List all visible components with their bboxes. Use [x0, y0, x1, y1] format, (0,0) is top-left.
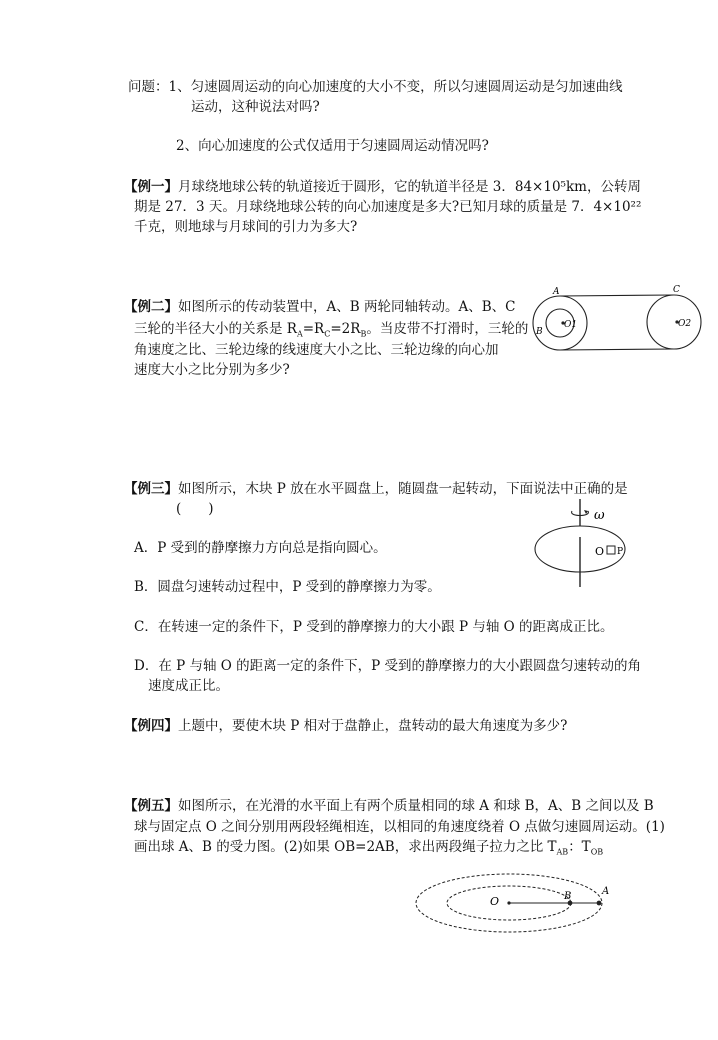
question-1-line-1: 问题：1、匀速圆周运动的向心加速度的大小不变，所以匀速圆周运动是匀加速曲线: [128, 79, 623, 95]
option-d-line-2: 速度成正比。: [148, 678, 229, 694]
orbit-label-o: O: [490, 895, 500, 908]
example-3-blank: ( ): [176, 501, 214, 517]
label-a: A: [553, 287, 560, 297]
wheel-a: [533, 296, 587, 350]
label-p: P: [617, 547, 624, 557]
question-2: 2、向心加速度的公式仅适用于匀速圆周运动情况吗?: [176, 138, 489, 154]
example-5-line-3: 画出球 A、B 的受力图。(2)如果 OB=2AB，求出两段绳子拉力之比 $T_{AB}$：$T_{OB}$: [134, 839, 604, 857]
orbit-label-b: B: [564, 891, 572, 902]
question-1-line-2: 运动，这种说法对吗?: [191, 99, 320, 115]
example-2-line-2: 三轮的半径大小的关系是 $R_A=R_C=2R_B$。当皮带不打滑时，三轮的: [134, 321, 529, 339]
label-o: O: [595, 545, 605, 558]
option-c: C．在转速一定的条件下，P 受到的静摩擦力的大小跟 P 与轴 O 的距离成正比。: [134, 619, 614, 635]
example-4-tag: 【例四】: [124, 718, 178, 734]
example-5-line-1: 【例五】如图所示，在光滑的水平面上有两个质量相同的球 A 和球 B，A、B 之间以及 B: [124, 798, 654, 814]
option-a: A．P 受到的静摩擦力方向总是指向圆心。: [134, 540, 387, 556]
label-o2: O2: [678, 319, 692, 329]
wheel-c: [647, 295, 701, 349]
example-3-line-1: 【例三】如图所示，木块 P 放在水平圆盘上，随圆盘一起转动，下面说法中正确的是: [124, 481, 628, 497]
example-1-line-3: 千克，则地球与月球间的引力为多大?: [134, 219, 358, 235]
belt-drive-figure: [526, 283, 704, 359]
example-2-line-1: 【例二】如图所示的传动装置中，A、B 两轮同轴转动。A、B、C: [124, 299, 516, 315]
label-o1: O1: [564, 320, 578, 330]
example-1-line-2: 期是 27．3 天。月球绕地球公转的向心加速度是多大?已知月球的质量是 7．4×10²²: [134, 199, 642, 215]
belt-top: [560, 295, 674, 296]
point-o: [507, 901, 510, 904]
option-b: B．圆盘匀速转动过程中，P 受到的静摩擦力为零。: [134, 579, 441, 595]
ball-a: [597, 901, 602, 906]
example-2-line-4: 速度大小之比分别为多少?: [134, 362, 290, 378]
option-d-line-1: D．在 P 与轴 O 的距离一定的条件下，P 受到的静摩擦力的大小跟圆盘匀速转动的角: [134, 658, 642, 674]
example-5-line-2: 球与固定点 O 之间分别用两段轻绳相连，以相同的角速度绕着 O 点做匀速圆周运动。(1): [134, 819, 665, 835]
example-2-tag: 【例二】: [124, 299, 178, 315]
orbit-figure: [414, 872, 614, 934]
example-4-line-1: 【例四】上题中，要使木块 P 相对于盘静止，盘转动的最大角速度为多少?: [124, 718, 568, 734]
orbit-label-a: A: [602, 886, 610, 897]
omega-label: ω: [594, 508, 605, 523]
rotating-disc-figure: [532, 497, 648, 589]
example-2-line-3: 角速度之比、三轮边缘的线速度大小之比、三轮边缘的向心加: [134, 342, 499, 358]
example-3-tag: 【例三】: [124, 481, 178, 497]
example-1-tag: 【例一】: [124, 179, 178, 195]
label-c: C: [673, 285, 680, 295]
example-5-tag: 【例五】: [124, 798, 178, 814]
example-1-line-1: 【例一】月球绕地球公转的轨道接近于圆形，它的轨道半径是 3．84×10⁵km，公转周: [124, 179, 641, 195]
belt-bottom: [560, 349, 674, 350]
label-b: B: [536, 327, 543, 337]
